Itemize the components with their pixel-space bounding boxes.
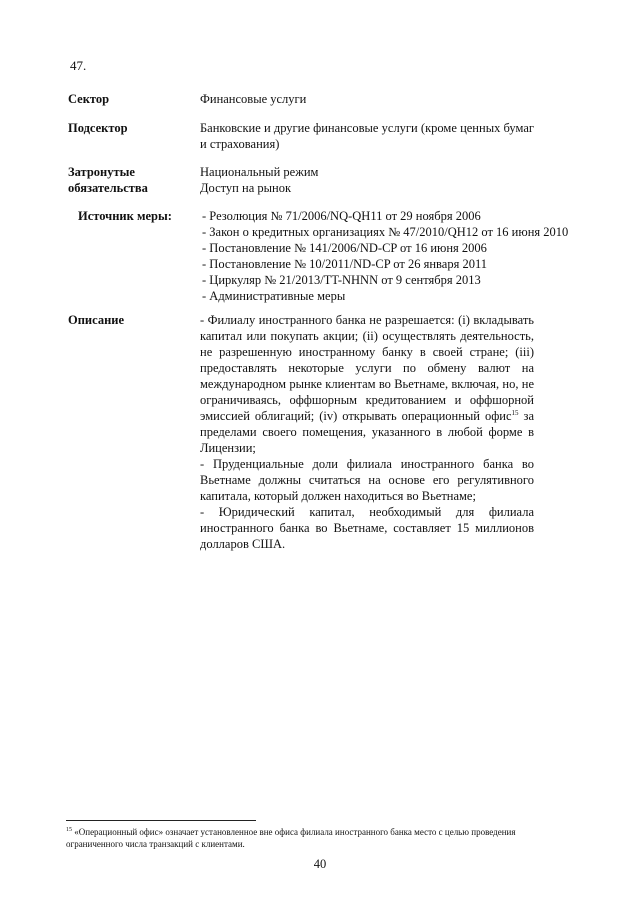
sources-label: Источник меры: [78,209,172,223]
entry-number: 47. [70,58,87,73]
description-paragraph-1-start: - Филиалу иностранного банка не разрешается: (i) вкладывать капитал или покупать акции; (ii) осуществлять деятельность, не разрешенную иностранному банку в своей стране; (iii) предоставлять некоторые услуги по обмену валют на международном рынке клиентам во Вьетнаме, включая, но, не ограничиваясь, оффшорным кредитованием и оффшорной эмиссией облигаций; (iv) открывать операционный офис [200,313,534,423]
source-item: - Постановление № 10/2011/ND-CP от 26 января 2011 [202,257,487,271]
obligations-values [200,164,534,196]
source-item: - Циркуляр № 21/2013/TT-NHNN от 9 сентября 2013 [202,273,481,287]
obligations-label: Затронутые обязательства [68,165,148,195]
description-paragraph-2: - Пруденциальные доли филиала иностранного банка во Вьетнаме должны считаться на основе его регулятивного капитала, который должен находиться во Вьетнаме; [200,457,534,503]
sector-value: Финансовые услуги [200,92,307,106]
source-item: - Административные меры [202,289,346,303]
source-item: - Закон о кредитных организациях № 47/2010/QH12 от 16 июня 2010 [202,225,569,239]
obligation-item: Доступ на рынок [200,181,292,195]
description-paragraph-3: - Юридический капитал, необходимый для филиала иностранного банка во Вьетнаме, составляет 15 миллионов долларов США. [200,505,534,551]
footnote-reference: 15 [511,408,519,417]
description-paragraph-1-end: за пределами своего помещения, указанного в любой форме в Лицензии; [200,409,534,455]
description-text [200,312,534,552]
footnote [66,826,566,850]
subsector-value: Банковские и другие финансовые услуги (кроме ценных бумаг и страхования) [200,121,534,151]
subsector-label: Подсектор [68,121,128,135]
footnote-text: «Операционный офис» означает установленное вне офиса филиала иностранного банка место с целью проведения ограниченного числа транзакций с клиентами. [66,827,516,849]
source-item: - Постановление № 141/2006/ND-CP от 16 июня 2006 [202,241,487,255]
description-label: Описание [68,313,125,327]
description-paragraph-1 [200,312,534,456]
sources-list [202,208,602,304]
source-item: - Резолюция № 71/2006/NQ-QH11 от 29 ноября 2006 [202,209,481,223]
footnote-separator [66,820,256,821]
footnote-number: 15 [66,827,72,833]
obligation-item: Национальный режим [200,165,319,179]
sector-label: Сектор [68,92,110,106]
page-number: 40 [313,857,327,871]
